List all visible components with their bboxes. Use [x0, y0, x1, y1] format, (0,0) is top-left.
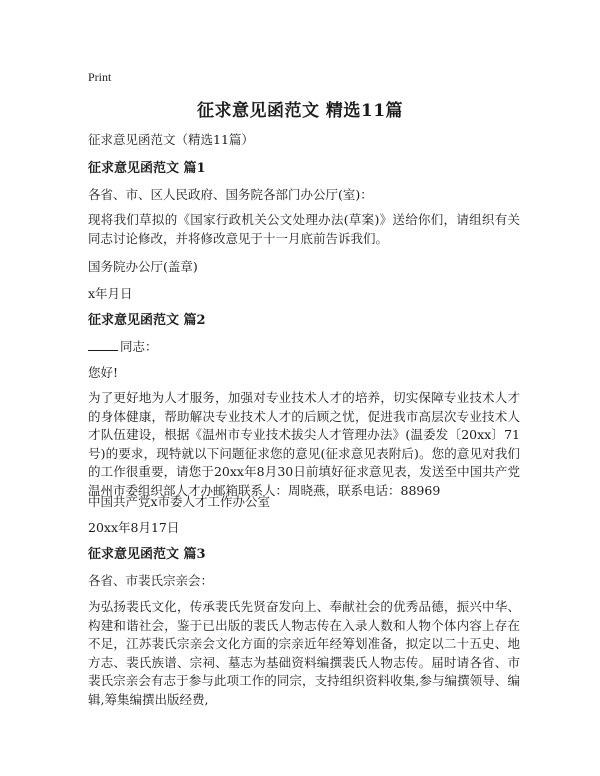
section-1-date: x年月日 — [88, 286, 133, 301]
section-2-salutation-text: 同志： — [120, 339, 158, 354]
section-3-salutation: 各省、市裴氏宗亲会： — [88, 573, 214, 588]
section-2-greeting: 您好! — [88, 365, 119, 380]
section-1-salutation: 各省、市、区人民政府、国务院各部门办公厅(室)： — [88, 187, 373, 202]
section-1-signature: 国务院办公厅(盖章) — [88, 259, 198, 274]
section-2-body: 为了更好地为人才服务，加强对专业技术人才的培养，切实保障专业技术人才的身体健康，帮助解决专业技术人才的后顾之忧，促进我市高层次专业技术人才队伍建设，根据《温州市专业技术拔尖人才管理办法》(温委发〔20xx〕71号)的要求，现特就以下问题征求您的意见(征求意见表附后)。您的意见对我们的工作很重要，请您于20xx年8月30日前填好征求意见表，发送至中国共产党温州市委组织部人才办邮箱联系人：周晓燕，联系电话：88969 — [88, 390, 520, 498]
section-3-heading: 征求意见函范文 篇3 — [88, 547, 206, 562]
section-2-salutation — [88, 337, 528, 357]
section-2-heading: 征求意见函范文 篇2 — [88, 313, 206, 328]
section-1-body: 现将我们草拟的《国家行政机关公文处理办法(草案)》送给你们，请组织有关同志讨论修改，并将修改意见于十一月底前告诉我们。 — [88, 212, 520, 246]
print-label: Print — [88, 70, 112, 84]
section-3-body: 为弘扬裴氏文化，传承裴氏先贤奋发向上、奉献社会的优秀品德，振兴中华、构建和谐社会，鉴于已出版的裴氏人物志传在入录人数和人物个体内容上存在不足，江苏裴氏宗亲会文化方面的宗亲近年经筹划准备，拟定以二十五史、地方志、裴氏族谱、宗祠、墓志为基础资料编撰裴氏人物志传。届时请各省、市裴氏宗亲会有志于参与此项工作的同宗，支持组织资料收集,参与编撰领导、编辑,筹集编撰出版经费, — [88, 599, 520, 707]
name-blank — [88, 339, 118, 351]
page-title: 征求意见函范文 精选11篇 — [196, 101, 404, 121]
section-1-heading: 征求意见函范文 篇1 — [88, 161, 206, 176]
subtitle: 征求意见函范文（精选11篇） — [88, 132, 254, 147]
section-2-date: 20xx年8月17日 — [88, 520, 180, 535]
section-2-signature: 中国共产党x市委人才工作办公室 — [88, 494, 271, 509]
